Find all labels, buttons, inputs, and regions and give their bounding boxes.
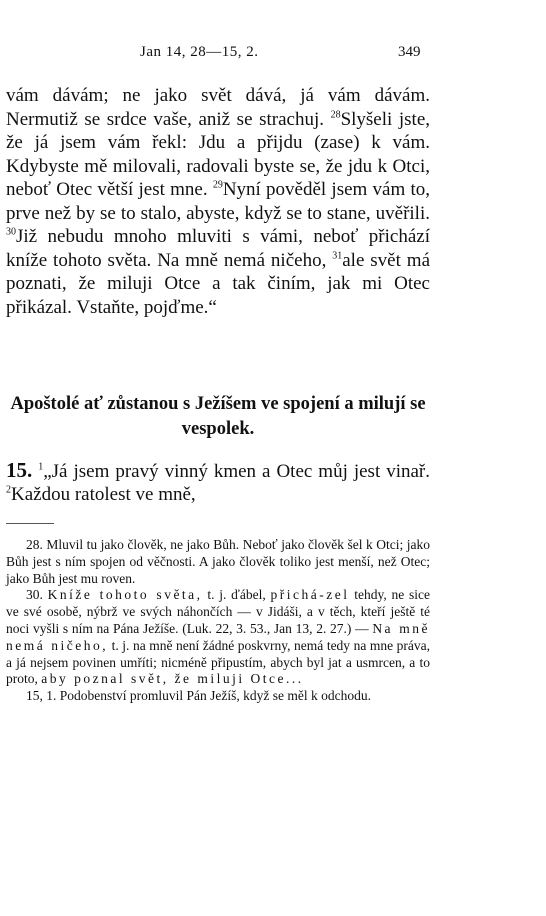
running-header: Jan 14, 28—15, 2. — [140, 44, 259, 60]
footnote-30-phrase-3: Na mně nemá ničeho, — [6, 620, 430, 653]
verse-30: Již nebudu mnoho mluviti s vámi, neboť přichází kníže tohoto světa. Na mně nemá ničeho, — [6, 226, 430, 271]
verse-number-29: 29 — [212, 179, 223, 191]
verse-2: Každou ratolest ve mně, — [11, 484, 196, 505]
page-number: 349 — [398, 44, 421, 60]
footnote-30-text-3: t. j. na mně není žádné poskvrny, nemá tedy na mne práva, a já nejsem povinen umříti; nicméně připustím, abych byl jat a usmrcen, a to proto, — [6, 637, 430, 687]
footnote-28: 28. Mluvil tu jako člověk, ne jako Bůh. Neboť jako člověk šel k Otci; jako Bůh jest s ním spojen od věčnosti. A jako člověk toliko jest menší, než Otec; jako Bůh jest mu roven. — [6, 537, 430, 586]
footnote-30-number: 30. — [26, 587, 43, 603]
gospel-text — [6, 84, 430, 319]
chapter-number: 15. — [6, 458, 33, 482]
verse-number-2: 2 — [6, 484, 11, 496]
verse-31: ale svět má poznati, že miluji Otce a tak činím, jak mi Otec přikázal. Vstaňte, pojďme.“ — [6, 249, 431, 318]
verse-number-30: 30 — [6, 226, 16, 238]
section-heading: Apoštolé ať zůstanou s Ježíšem ve spojení a milují se vespolek. — [10, 394, 426, 439]
verse-1: „Já jsem pravý vinný kmen a Otec můj jest vinař. — [43, 461, 430, 482]
footnote-30-text-1: t. j. ďábel, — [207, 587, 266, 603]
verse-27-end: vám dávám; ne jako svět dává, já vám dávám. Nermutiž se srdce vaše, aniž se strachuj. — [6, 85, 430, 130]
verse-number-28: 28 — [330, 109, 341, 121]
footnote-30-phrase-1: Kníže tohoto světa, — [47, 587, 203, 603]
verse-number-31: 31 — [332, 250, 343, 262]
footnote-divider — [6, 523, 54, 524]
verse-28: Slyšeli jste, že já jsem vám řekl: Jdu a přijdu (zase) k vám. Kdybyste mě milovali, radovali byste se, že jdu k Otci, neboť Otec větší jest mne. — [6, 108, 430, 200]
footnote-30-phrase-2: přichá-zel — [270, 587, 350, 603]
footnotes — [6, 537, 430, 705]
footnote-30 — [6, 587, 430, 688]
chapter-15-start — [6, 459, 430, 506]
verse-29: Nyní pověděl jsem vám to, prve než by se to stalo, abyste, když se to stane, uvěřili. — [6, 179, 430, 224]
footnote-30-phrase-4: aby poznal svět, že miluji Otce... — [41, 671, 304, 687]
verse-number-1: 1 — [38, 461, 44, 473]
footnote-30-text-2: tehdy, ne sice ve své osobě, nýbrž ve svých náhončích — v Jidáši, a v těch, kteří ještě té noci vyšli s ním na Pána Ježíše. (Luk. 22, 3. 53., Jan 13, 2. 27.) — — [6, 587, 431, 636]
footnote-15-1: 15, 1. Podobenství promluvil Pán Ježíš, když se měl k odchodu. — [26, 688, 371, 704]
